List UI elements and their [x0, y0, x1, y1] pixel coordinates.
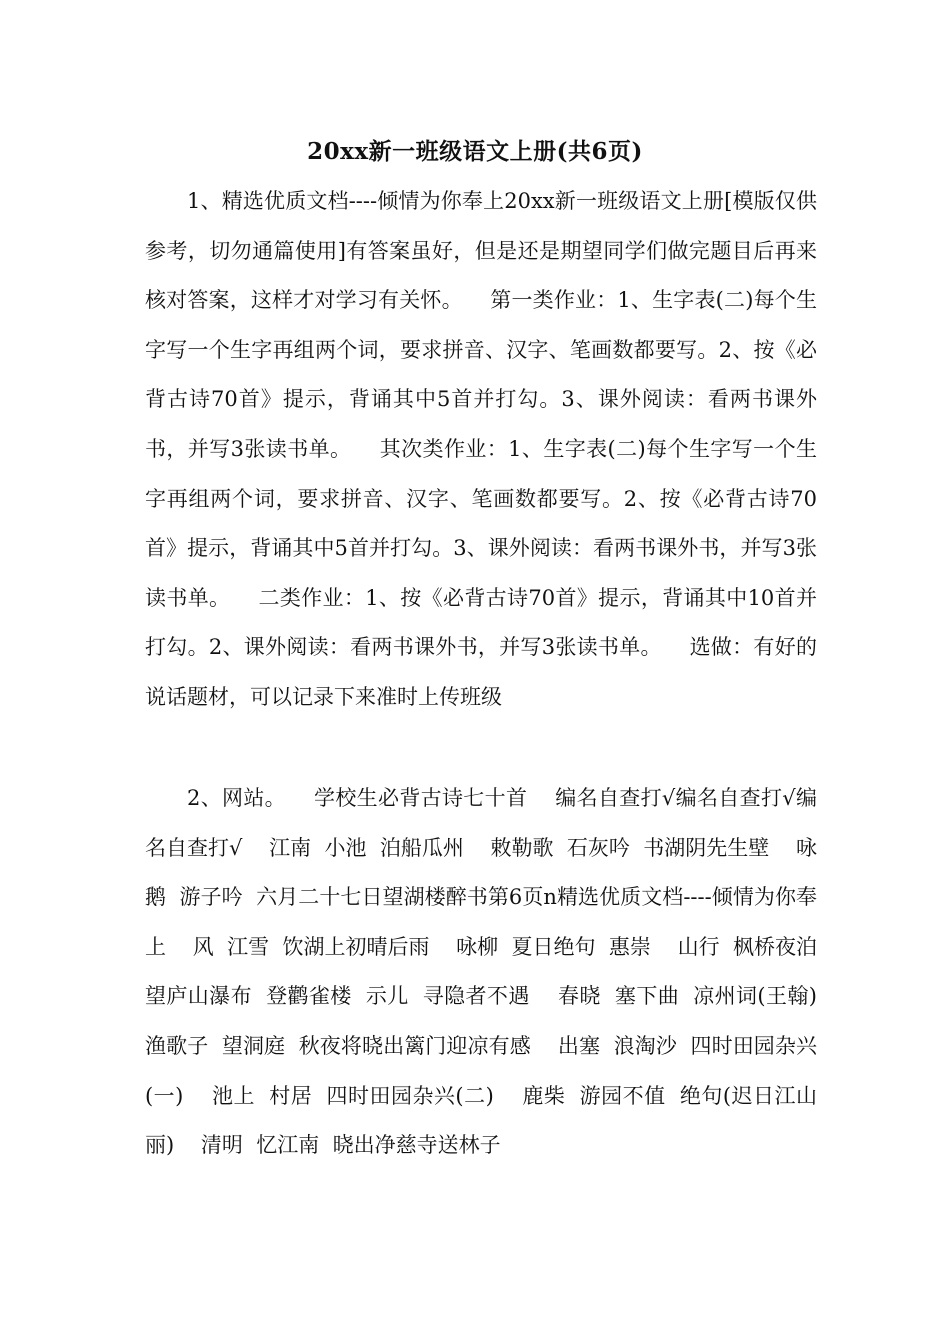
paragraph-poem-list: 2、网站。 学校生必背古诗七十首 编名自查打√编名自查打√编名自查打√ 江南 小池 泊船瓜州 敕勒歌 石灰吟 书湖阴先生壁 咏鹅 游子吟 六月二十七日望湖楼醉书第6页n精选优质文档----倾情为你奉上 风 江雪 饮湖上初晴后雨 咏柳 夏日绝句 惠崇 山行 枫桥夜泊 望庐山瀑布 登鹳雀楼 示儿 寻隐者不遇 春晓 塞下曲 凉州词(王翰) 渔歌子 望洞庭 秋夜将晓出篱门迎凉有感 出塞 浪淘沙 四时田园杂兴(一) 池上 村居 四时田园杂兴(二) 鹿柴 游园不值 绝句(迟日江山丽) 清明 忆江南 晓出净慈寺送林子: [145, 786, 831, 1158]
document-title: 20xx新一班级语文上册(共6页): [307, 138, 643, 165]
paragraph-homework: 1、精选优质文档----倾情为你奉上20xx新一班级语文上册[模版仅供参考，切勿通篇使用]有答案虽好，但是还是期望同学们做完题目后再来核对答案，这样才对学习有关怀。 第一类作业：1、生字表(二)每个生字写一个生字再组两个词，要求拼音、汉字、笔画数都要写。2、按《必背古诗70首》提示，背诵其中5首并打勾。3、课外阅读：看两书课外书，并写3张读书单。 其次类作业：1、生字表(二)每个生字写一个生字再组两个词，要求拼音、汉字、笔画数都要写。2、按《必背古诗70首》提示，背诵其中5首并打勾。3、课外阅读：看两书课外书，并写3张读书单。 二类作业：1、按《必背古诗70首》提示，背诵其中10首并打勾。2、课外阅读：看两书课外书，并写3张读书单。 选做：有好的说话题材，可以记录下来准时上传班级: [145, 189, 817, 709]
